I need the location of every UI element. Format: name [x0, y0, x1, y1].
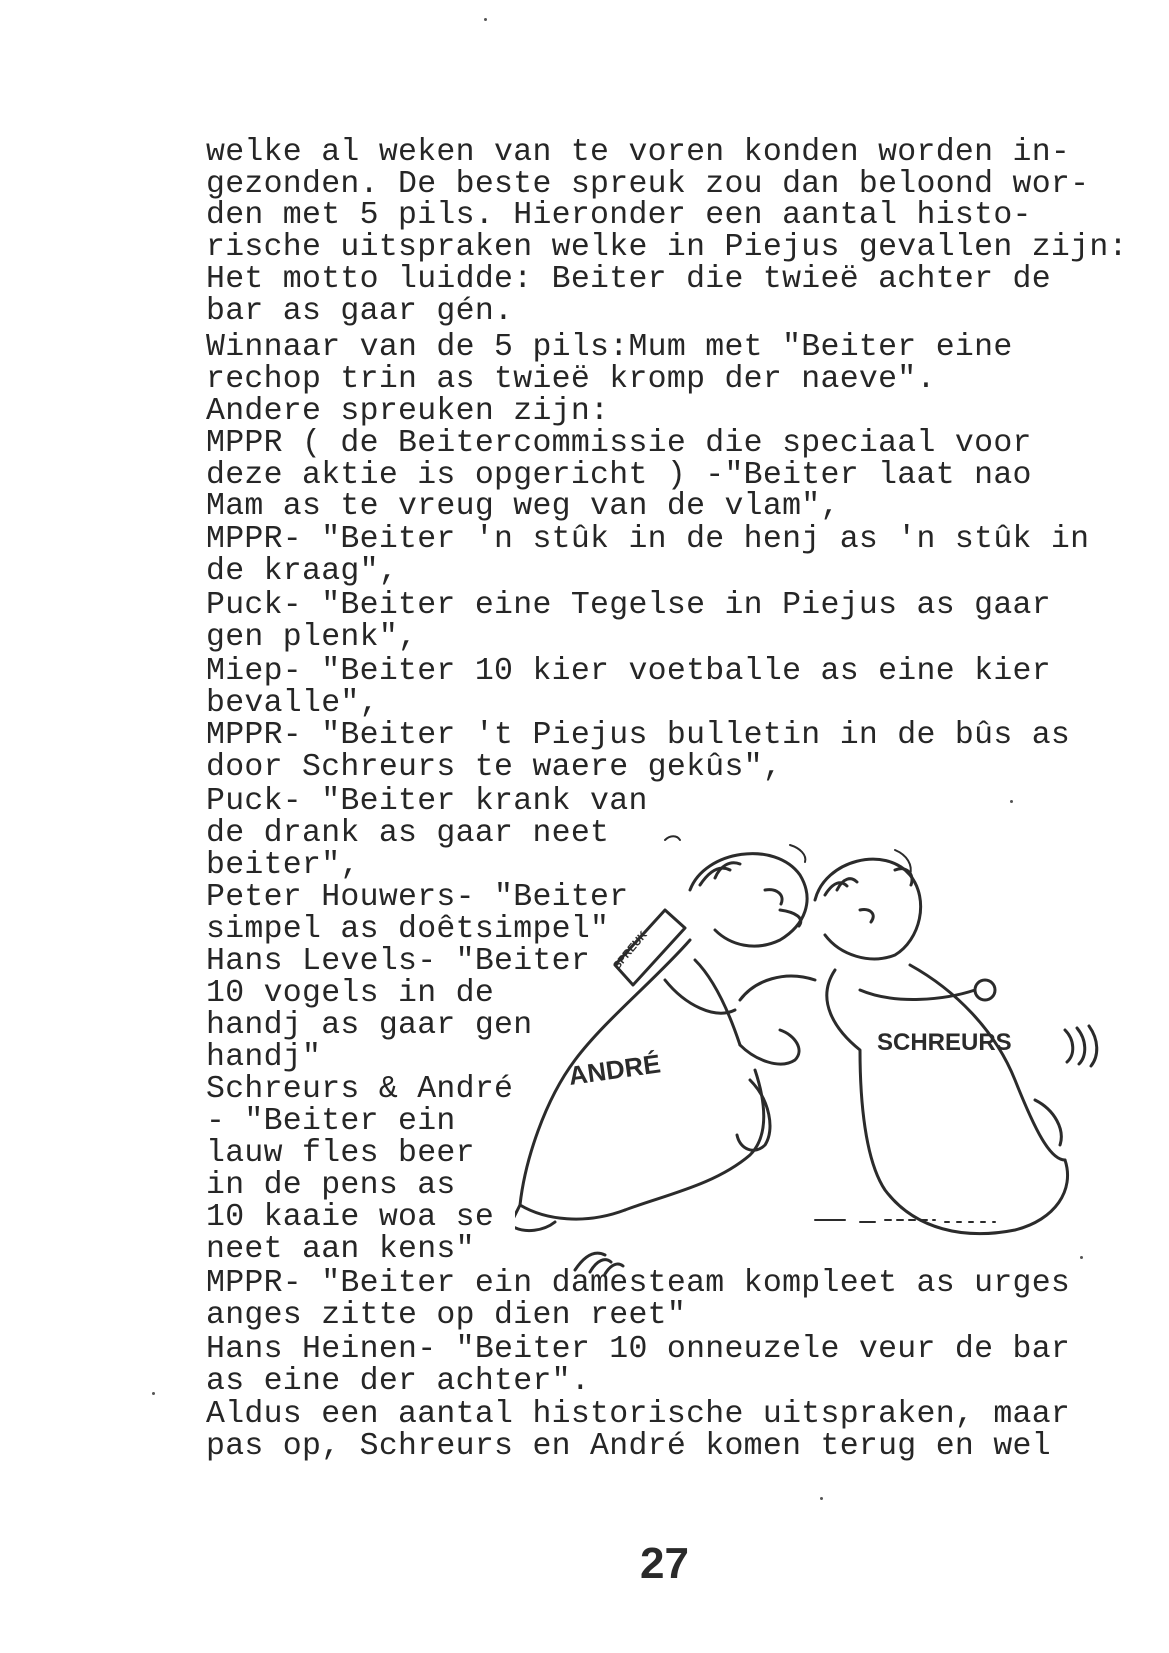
text-line: Aldus een aantal historische uitspraken, maar	[206, 1397, 1071, 1432]
text-line: den met 5 pils. Hieronder een aantal histo-	[206, 198, 1032, 233]
text-line: rechop trin as twieë kromp der naeve".	[206, 362, 936, 397]
text-line: MPPR- "Beiter 'n stûk in de henj as 'n stûk in	[206, 522, 1090, 557]
paper-speck	[152, 1392, 155, 1395]
paper-speck	[1080, 1256, 1083, 1259]
text-line: pas op, Schreurs en André komen terug en wel	[206, 1429, 1051, 1464]
cartoon-label-andre: ANDRÉ	[566, 1048, 663, 1091]
text-line: Winnaar van de 5 pils:Mum met "Beiter eine	[206, 330, 1013, 365]
text-line: welke al weken van te voren konden worden in-	[206, 135, 1071, 170]
text-line: Het motto luidde: Beiter die twieë achter de	[206, 262, 1051, 297]
text-line: neet aan kens"	[206, 1232, 475, 1267]
paper-speck	[484, 18, 487, 21]
text-line: de drank as gaar neet	[206, 816, 610, 851]
text-line: 10 vogels in de	[206, 976, 495, 1011]
text-line: anges zitte op dien reet"	[206, 1298, 687, 1333]
text-line: handj as gaar gen	[206, 1008, 533, 1043]
text-line: MPPR- "Beiter ein damesteam kompleet as urges	[206, 1266, 1071, 1301]
text-line: bar as gaar gén.	[206, 294, 514, 329]
text-line: lauw fles beer	[206, 1136, 475, 1171]
text-line: handj"	[206, 1040, 322, 1075]
text-line: Miep- "Beiter 10 kier voetballe as eine kier	[206, 654, 1051, 689]
text-line: Peter Houwers- "Beiter	[206, 880, 629, 915]
text-line: door Schreurs te waere gekûs",	[206, 750, 783, 785]
text-line: Puck- "Beiter krank van	[206, 784, 648, 819]
paper-speck	[1010, 800, 1013, 803]
text-line: deze aktie is opgericht ) -"Beiter laat nao	[206, 458, 1032, 493]
text-line: beiter",	[206, 848, 360, 883]
text-line: Hans Heinen- "Beiter 10 onneuzele veur de bar	[206, 1332, 1071, 1367]
paper-speck	[820, 1497, 823, 1500]
text-line: Puck- "Beiter eine Tegelse in Piejus as gaar	[206, 588, 1051, 623]
text-line: Schreurs & André	[206, 1072, 514, 1107]
text-line: gezonden. De beste spreuk zou dan beloond wor-	[206, 167, 1090, 202]
text-line: MPPR- "Beiter 't Piejus bulletin in de bûs as	[206, 718, 1071, 753]
page-number: 27	[640, 1539, 689, 1588]
text-line: bevalle",	[206, 686, 379, 721]
cartoon-illustration	[515, 830, 1145, 1300]
text-line: Andere spreuken zijn:	[206, 394, 610, 429]
cartoon-sign-label: SPREUK	[611, 929, 650, 972]
text-line: gen plenk",	[206, 620, 418, 655]
text-line: Mam as te vreug weg van de vlam",	[206, 489, 840, 524]
text-line: as eine der achter".	[206, 1364, 591, 1399]
text-line: 10 kaaie woa se	[206, 1200, 495, 1235]
text-line: Hans Levels- "Beiter	[206, 944, 591, 979]
text-line: rische uitspraken welke in Piejus gevallen zijn:	[206, 230, 1128, 265]
cartoon-label-schreurs: SCHREURS	[877, 1029, 1012, 1056]
text-line: de kraag",	[206, 554, 399, 589]
text-line: - "Beiter ein	[206, 1104, 456, 1139]
text-line: in de pens as	[206, 1168, 456, 1203]
text-line: MPPR ( de Beitercommissie die speciaal voor	[206, 426, 1032, 461]
text-line: simpel as doêtsimpel"	[206, 912, 610, 947]
